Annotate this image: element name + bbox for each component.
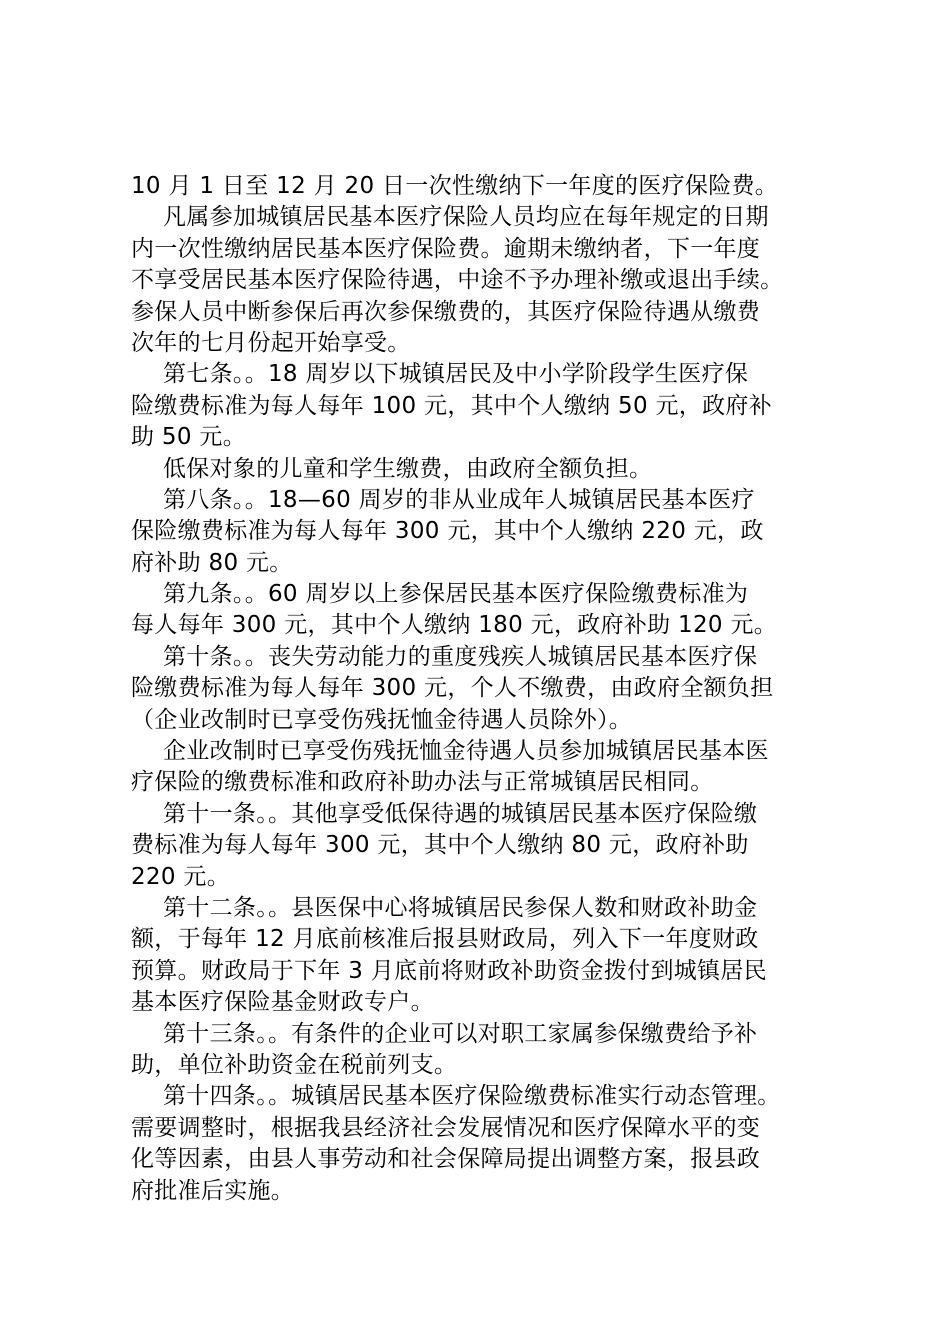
- text-line: 额，于每年 12 月底前核准后报县财政局，列入下一年度财政: [131, 926, 759, 953]
- text-line: 次年的七月份起开始享受。: [131, 329, 411, 356]
- text-line: 助 50 元。: [131, 424, 246, 451]
- text-line: 不享受居民基本医疗保险待遇，中途不予办理补缴或退出手续。: [131, 267, 784, 294]
- text-line: 凡属参加城镇居民基本医疗保险人员均应在每年规定的日期: [163, 204, 769, 231]
- text-line: 220 元。: [131, 863, 231, 890]
- text-line: （企业改制时已享受伤残抚恤金待遇人员除外）。: [131, 706, 633, 733]
- text-line: 化等因素，由县人事劳动和社会保障局提出调整方案，报县政: [131, 1146, 761, 1173]
- text-line: 第十三条。。有条件的企业可以对职工家属参保缴费给予补: [163, 1020, 758, 1047]
- text-line: 每人每年 300 元，其中个人缴纳 180 元，政府补助 120 元。: [131, 612, 778, 639]
- text-line: 保险缴费标准为每人每年 300 元，其中个人缴纳 220 元，政: [131, 518, 764, 545]
- text-line: 第八条。。18—60 周岁的非从业成年人城镇居民基本医疗: [163, 486, 755, 513]
- text-line: 企业改制时已享受伤残抚恤金待遇人员参加城镇居民基本医: [163, 738, 769, 765]
- text-line: 第十二条。。县医保中心将城镇居民参保人数和财政补助金: [163, 894, 758, 921]
- text-line: 第九条。。60 周岁以上参保居民基本医疗保险缴费标准为: [163, 581, 749, 608]
- text-line: 第十四条。。城镇居民基本医疗保险缴费标准实行动态管理。: [163, 1083, 781, 1110]
- text-line: 参保人员中断参保后再次参保缴费的，其医疗保险待遇从缴费: [131, 298, 761, 325]
- text-line: 府补助 80 元。: [131, 549, 293, 576]
- text-line: 府批准后实施。: [131, 1177, 295, 1204]
- text-line: 10 月 1 日至 12 月 20 日一次性缴纳下一年度的医疗保险费。: [131, 173, 779, 199]
- text-line: 内一次性缴纳居民基本医疗保险费。逾期未缴纳者，下一年度: [131, 235, 761, 262]
- text-line: 疗保险的缴费标准和政府补助办法与正常城镇居民相同。: [131, 769, 714, 796]
- document-body: [131, 171, 843, 1207]
- text-line: 险缴费标准为每人每年 300 元，个人不缴费，由政府全额负担: [131, 675, 774, 702]
- text-line: 预算。财政局于下年 3 月底前将财政补助资金拨付到城镇居民: [131, 957, 767, 984]
- text-line: 需要调整时，根据我县经济社会发展情况和医疗保障水平的变: [131, 1114, 761, 1141]
- text-line: 第十一条。。其他享受低保待遇的城镇居民基本医疗保险缴: [163, 800, 758, 827]
- text-line: 险缴费标准为每人每年 100 元，其中个人缴纳 50 元，政府补: [131, 392, 773, 419]
- text-line: 第七条。。18 周岁以下城镇居民及中小学阶段学生医疗保: [163, 361, 749, 388]
- text-line: 费标准为每人每年 300 元，其中个人缴纳 80 元，政府补助: [131, 832, 749, 859]
- text-line: 助，单位补助资金在税前列支。: [131, 1051, 458, 1078]
- text-line: 第十条。。丧失劳动能力的重度残疾人城镇居民基本医疗保: [163, 643, 758, 670]
- text-line: 低保对象的儿童和学生缴费，由政府全额负担。: [163, 455, 653, 482]
- text-line: 基本医疗保险基金财政专户。: [131, 989, 434, 1016]
